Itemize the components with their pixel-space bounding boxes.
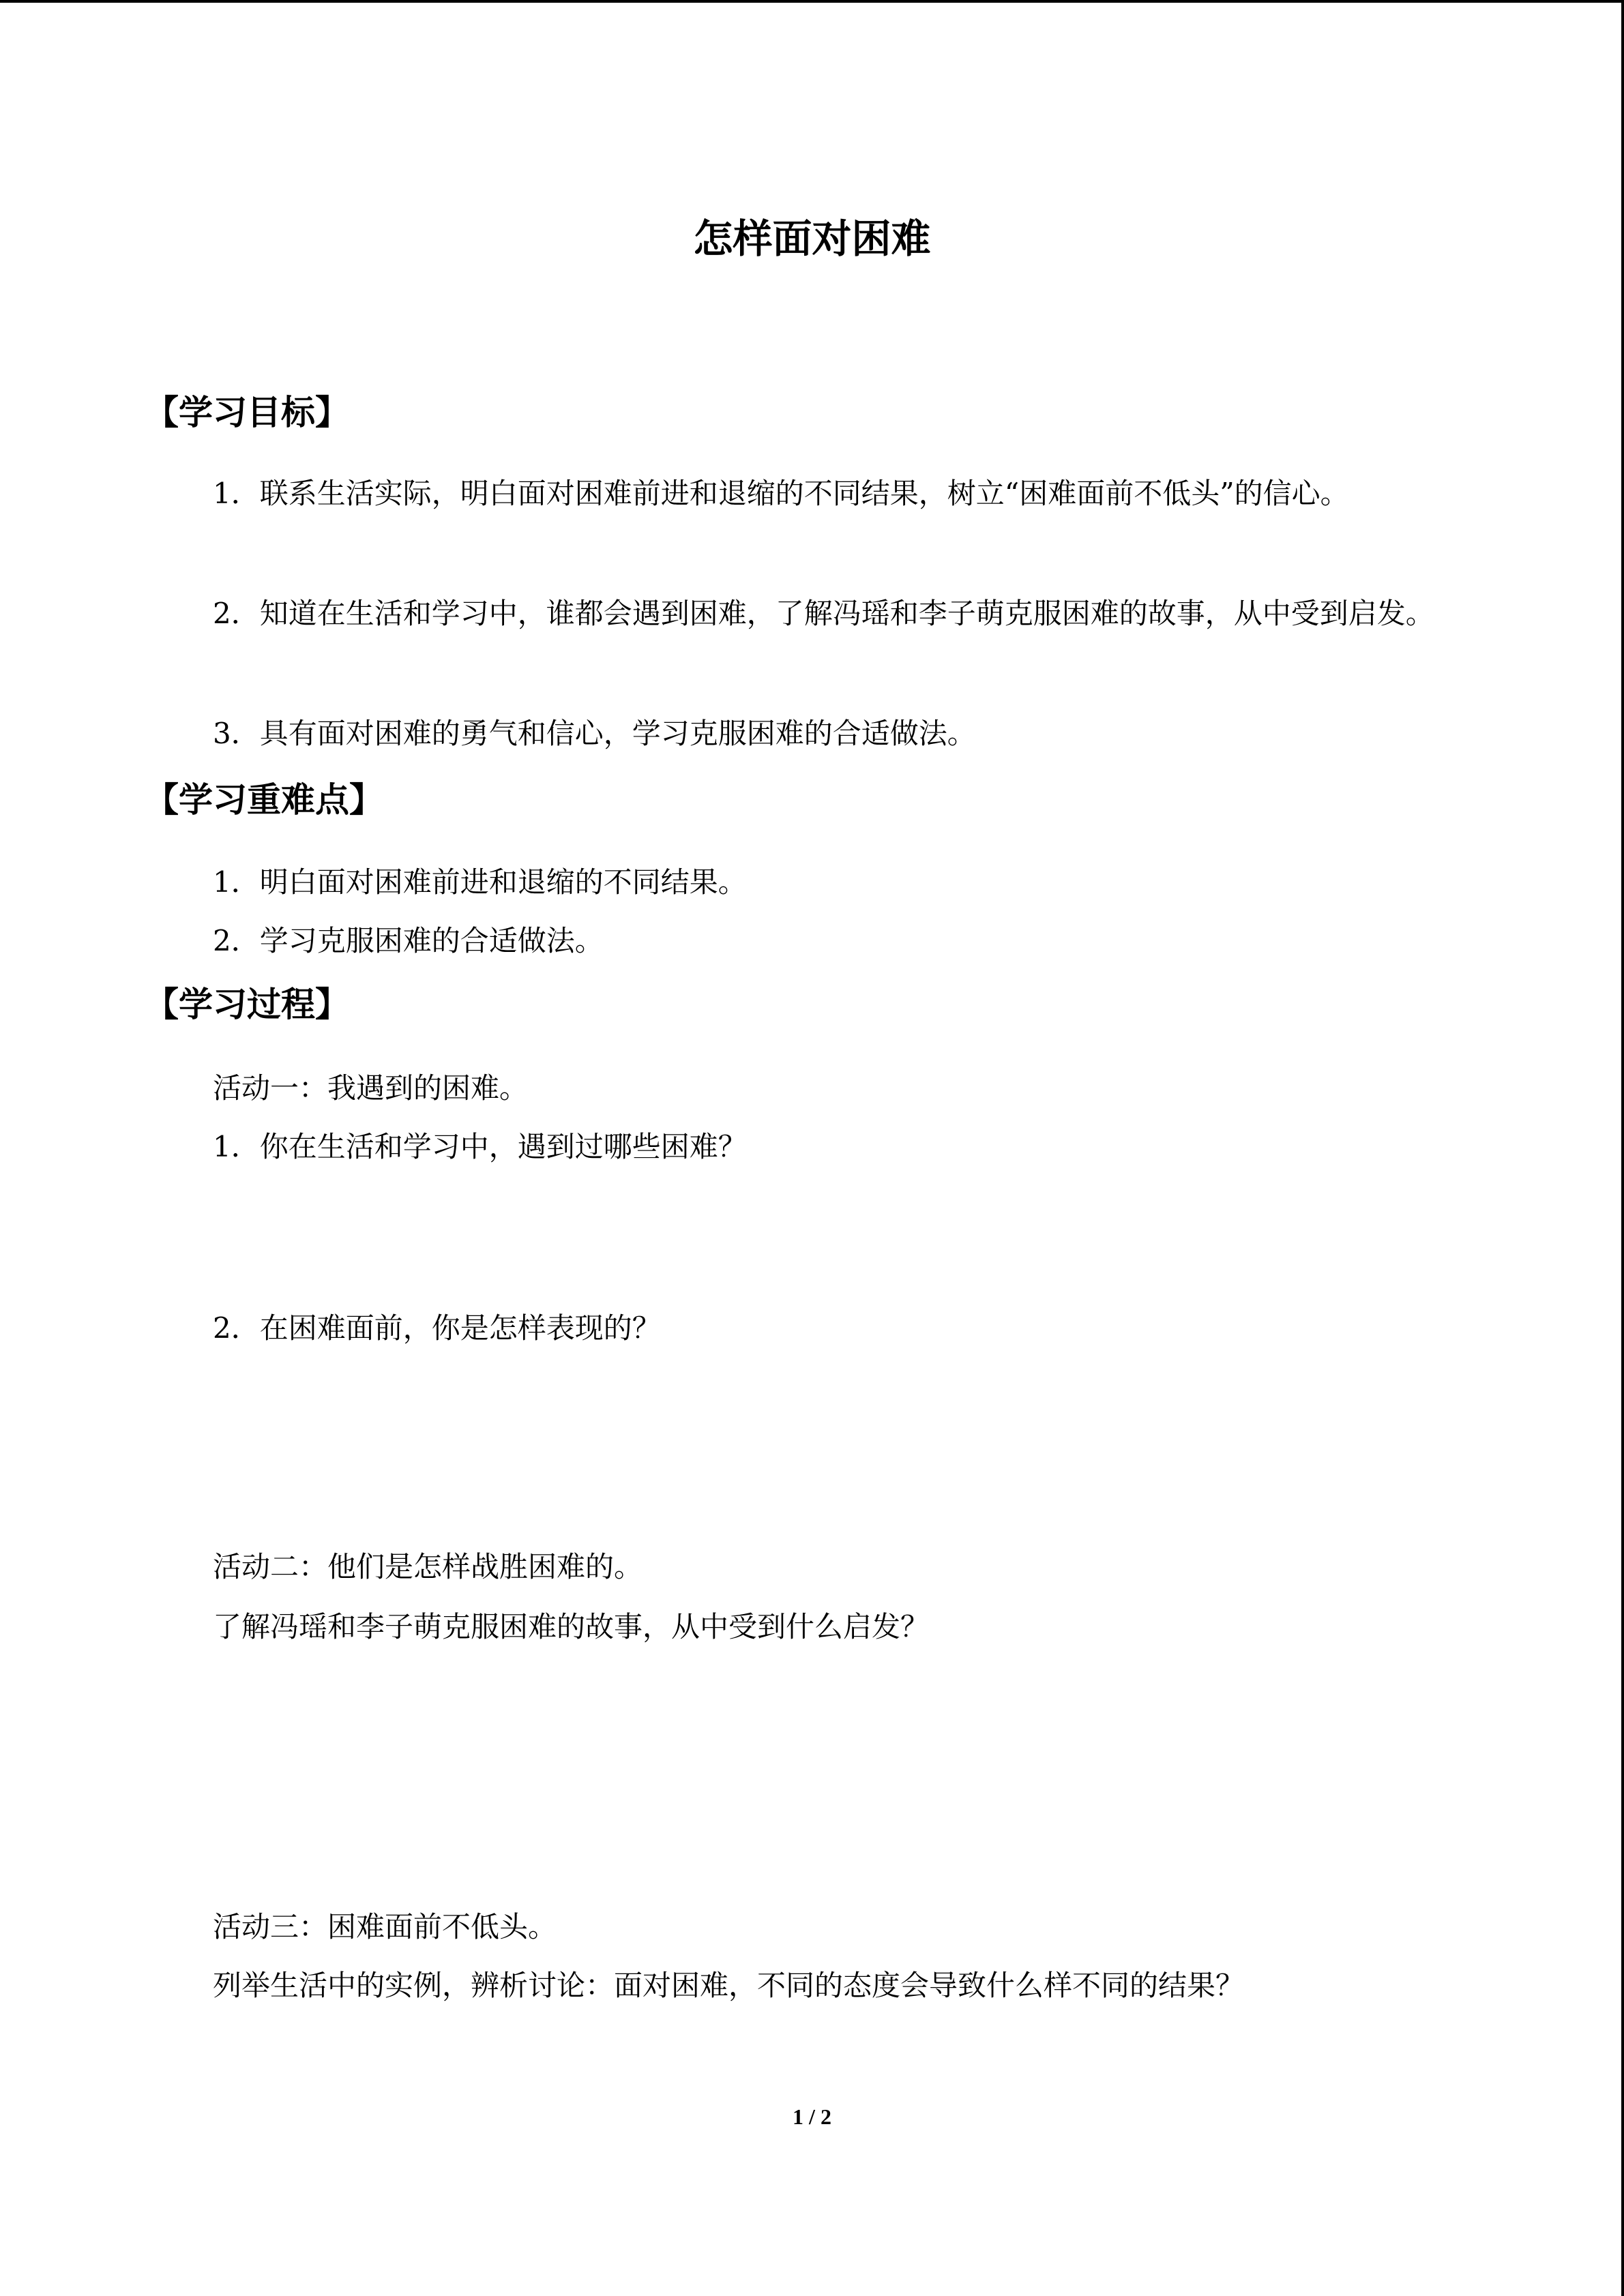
page-number: 1 / 2 <box>793 2104 831 2129</box>
activity-3-question: 列举生活中的实例，辨析讨论：面对困难，不同的态度会导致什么样不同的结果？ <box>213 1969 1245 2002</box>
page-top-border <box>0 0 1624 3</box>
objective-item-2: 2．知道在生活和学习中，谁都会遇到困难，了解冯瑶和李子萌克服困难的故事，从中受到启发。 <box>213 597 1434 630</box>
activity-2-question: 了解冯瑶和李子萌克服困难的故事，从中受到什么启发？ <box>213 1610 930 1643</box>
section-heading-key-points: 【学习重难点】 <box>145 780 383 820</box>
objective-item-3: 3．具有面对困难的勇气和信心，学习克服困难的合适做法。 <box>213 717 976 750</box>
activity-3-title: 活动三：困难面前不低头。 <box>213 1910 557 1943</box>
section-heading-process: 【学习过程】 <box>145 985 349 1024</box>
objective-item-1: 1．联系生活实际，明白面对困难前进和退缩的不同结果，树立“困难面前不低头”的信心。 <box>213 477 1349 510</box>
key-point-item-1: 1．明白面对困难前进和退缩的不同结果。 <box>213 865 747 899</box>
page-right-border <box>1621 0 1624 2296</box>
activity-1-title: 活动一：我遇到的困难。 <box>213 1071 529 1105</box>
activity-1-question-1: 1．你在生活和学习中，遇到过哪些困难？ <box>213 1130 747 1163</box>
section-heading-objectives: 【学习目标】 <box>145 393 349 432</box>
activity-1-question-2: 2．在困难面前，你是怎样表现的？ <box>213 1311 661 1345</box>
activity-2-title: 活动二：他们是怎样战胜困难的。 <box>213 1550 643 1583</box>
key-point-item-2: 2．学习克服困难的合适做法。 <box>213 924 604 957</box>
document-title: 怎样面对困难 <box>693 215 931 262</box>
